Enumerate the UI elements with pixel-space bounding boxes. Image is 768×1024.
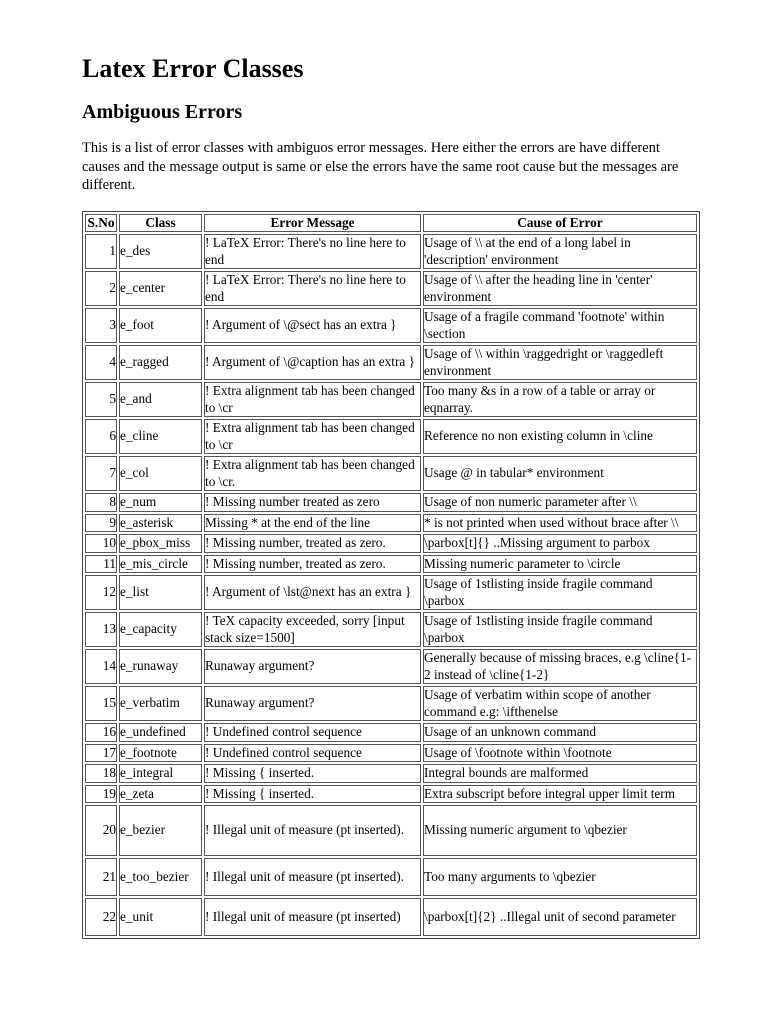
cell-class: e_asterisk	[119, 514, 202, 533]
cell-error-message: ! Extra alignment tab has been changed to \cr	[204, 382, 421, 417]
cell-error-message: ! LaTeX Error: There's no line here to end	[204, 271, 421, 306]
cell-class: e_unit	[119, 898, 202, 936]
cell-error-message: ! Extra alignment tab has been changed to \cr.	[204, 456, 421, 491]
cell-sno: 9	[85, 514, 117, 533]
cell-error-message: ! Undefined control sequence	[204, 744, 421, 763]
table-row	[85, 456, 697, 491]
cell-error-message: ! Extra alignment tab has been changed to \cr	[204, 419, 421, 454]
table-row	[85, 493, 697, 512]
table-row	[85, 686, 697, 721]
cell-class: e_integral	[119, 764, 202, 783]
cell-cause: \parbox[t]{2} ..Illegal unit of second parameter	[423, 898, 697, 936]
cell-cause: Usage of \\ within \raggedright or \raggedleft environment	[423, 345, 697, 380]
cell-error-message: ! Missing number treated as zero	[204, 493, 421, 512]
cell-sno: 2	[85, 271, 117, 306]
table-row	[85, 345, 697, 380]
cell-cause: Usage of 1stlisting inside fragile command \parbox	[423, 612, 697, 647]
intro-paragraph: This is a list of error classes with ambiguos error messages. Here either the errors are have different causes and the message output is same or else the errors have the same root cause but the messages are different.	[82, 140, 679, 193]
cell-error-message: ! Missing { inserted.	[204, 764, 421, 783]
page-title: Latex Error Classes	[82, 54, 304, 83]
cell-cause: Usage of \\ at the end of a long label in 'description' environment	[423, 234, 697, 269]
cell-cause: \parbox[t]{} ..Missing argument to parbox	[423, 534, 697, 553]
cell-sno: 6	[85, 419, 117, 454]
cell-sno: 5	[85, 382, 117, 417]
cell-cause: Extra subscript before integral upper limit term	[423, 785, 697, 804]
cell-class: e_cline	[119, 419, 202, 454]
cell-class: e_des	[119, 234, 202, 269]
cell-cause: Generally because of missing braces, e.g \cline{1-2 instead of \cline{1-2}	[423, 649, 697, 684]
table-row	[85, 612, 697, 647]
cell-cause: * is not printed when used without brace after \\	[423, 514, 697, 533]
cell-cause: Usage of an unknown command	[423, 723, 697, 742]
cell-cause: Usage of 1stlisting inside fragile command \parbox	[423, 575, 697, 610]
cell-cause: Too many &s in a row of a table or array or eqnarray.	[423, 382, 697, 417]
cell-class: e_verbatim	[119, 686, 202, 721]
header-error-message: Error Message	[204, 214, 421, 233]
cell-error-message: Runaway argument?	[204, 649, 421, 684]
cell-cause: Usage of verbatim within scope of another command e.g: \ifthenelse	[423, 686, 697, 721]
cell-class: e_runaway	[119, 649, 202, 684]
table-row	[85, 858, 697, 896]
cell-class: e_ragged	[119, 345, 202, 380]
cell-class: e_num	[119, 493, 202, 512]
cell-sno: 3	[85, 308, 117, 343]
cell-sno: 19	[85, 785, 117, 804]
cell-sno: 8	[85, 493, 117, 512]
cell-cause: Missing numeric argument to \qbezier	[423, 805, 697, 856]
cell-class: e_foot	[119, 308, 202, 343]
table-header-row	[85, 214, 697, 233]
cell-sno: 15	[85, 686, 117, 721]
table-row	[85, 723, 697, 742]
cell-error-message: Missing * at the end of the line	[204, 514, 421, 533]
table-row	[85, 575, 697, 610]
cell-sno: 1	[85, 234, 117, 269]
cell-sno: 18	[85, 764, 117, 783]
cell-error-message: ! Argument of \@caption has an extra }	[204, 345, 421, 380]
table-row	[85, 649, 697, 684]
table-row	[85, 785, 697, 804]
cell-cause: Too many arguments to \qbezier	[423, 858, 697, 896]
cell-sno: 10	[85, 534, 117, 553]
cell-class: e_mis_circle	[119, 555, 202, 574]
cell-sno: 4	[85, 345, 117, 380]
cell-error-message: ! Missing number, treated as zero.	[204, 555, 421, 574]
cell-cause: Integral bounds are malformed	[423, 764, 697, 783]
cell-class: e_list	[119, 575, 202, 610]
cell-error-message: ! Missing number, treated as zero.	[204, 534, 421, 553]
cell-sno: 11	[85, 555, 117, 574]
cell-class: e_pbox_miss	[119, 534, 202, 553]
header-cause: Cause of Error	[423, 214, 697, 233]
cell-error-message: ! Illegal unit of measure (pt inserted).	[204, 805, 421, 856]
cell-error-message: ! Illegal unit of measure (pt inserted).	[204, 858, 421, 896]
cell-cause: Usage of \footnote within \footnote	[423, 744, 697, 763]
table-row	[85, 308, 697, 343]
cell-cause: Usage @ in tabular* environment	[423, 456, 697, 491]
cell-sno: 22	[85, 898, 117, 936]
cell-class: e_undefined	[119, 723, 202, 742]
cell-error-message: ! Undefined control sequence	[204, 723, 421, 742]
table-row	[85, 419, 697, 454]
cell-sno: 12	[85, 575, 117, 610]
section-heading: Ambiguous Errors	[82, 101, 243, 123]
cell-sno: 16	[85, 723, 117, 742]
table-row	[85, 271, 697, 306]
table-row	[85, 382, 697, 417]
header-sno: S.No	[85, 214, 117, 233]
cell-class: e_footnote	[119, 744, 202, 763]
cell-class: e_too_bezier	[119, 858, 202, 896]
cell-class: e_capacity	[119, 612, 202, 647]
cell-class: e_center	[119, 271, 202, 306]
table-row	[85, 514, 697, 533]
cell-class: e_and	[119, 382, 202, 417]
cell-cause: Usage of non numeric parameter after \\	[423, 493, 697, 512]
cell-error-message: ! TeX capacity exceeded, sorry [input stack size=1500]	[204, 612, 421, 647]
error-classes-table	[82, 211, 700, 940]
cell-cause: Usage of a fragile command 'footnote' within \section	[423, 308, 697, 343]
table-row	[85, 234, 697, 269]
cell-class: e_zeta	[119, 785, 202, 804]
table-row	[85, 534, 697, 553]
table-row	[85, 764, 697, 783]
cell-error-message: ! Argument of \@sect has an extra }	[204, 308, 421, 343]
cell-cause: Reference no non existing column in \cline	[423, 419, 697, 454]
table-row	[85, 744, 697, 763]
cell-sno: 20	[85, 805, 117, 856]
table-row	[85, 555, 697, 574]
table-row	[85, 898, 697, 936]
cell-cause: Usage of \\ after the heading line in 'center' environment	[423, 271, 697, 306]
cell-error-message: ! Missing { inserted.	[204, 785, 421, 804]
cell-sno: 14	[85, 649, 117, 684]
cell-cause: Missing numeric parameter to \circle	[423, 555, 697, 574]
cell-sno: 7	[85, 456, 117, 491]
table-row	[85, 805, 697, 856]
cell-class: e_bezier	[119, 805, 202, 856]
cell-sno: 17	[85, 744, 117, 763]
header-class: Class	[119, 214, 202, 233]
cell-sno: 13	[85, 612, 117, 647]
cell-class: e_col	[119, 456, 202, 491]
cell-error-message: ! LaTeX Error: There's no line here to end	[204, 234, 421, 269]
cell-error-message: Runaway argument?	[204, 686, 421, 721]
cell-error-message: ! Argument of \lst@next has an extra }	[204, 575, 421, 610]
cell-sno: 21	[85, 858, 117, 896]
cell-error-message: ! Illegal unit of measure (pt inserted)	[204, 898, 421, 936]
